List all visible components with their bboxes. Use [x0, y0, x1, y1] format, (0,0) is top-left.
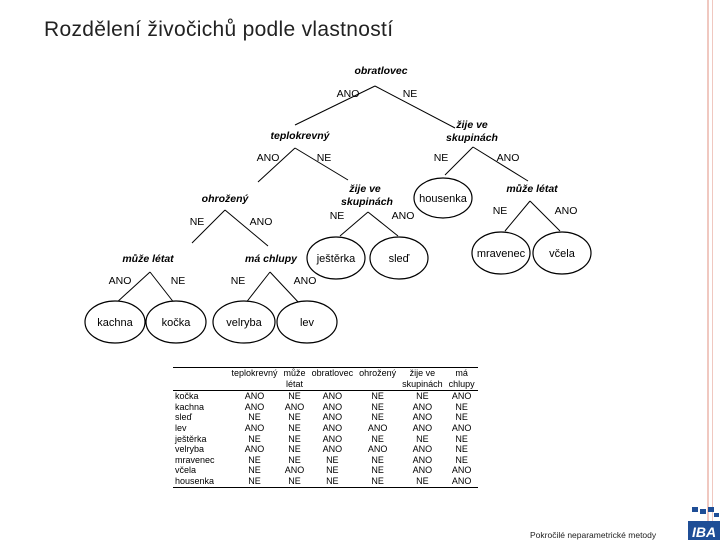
property-value-cell: NE [229, 476, 281, 487]
edge-label-ne: NE [170, 275, 186, 287]
property-value-cell: NE [371, 412, 384, 423]
property-value-cell: NE [371, 401, 384, 412]
animal-name-cell: kachna [175, 401, 205, 412]
leaf-vcela: včela [549, 248, 575, 260]
node-muze-letat-1: může létat [122, 253, 174, 265]
property-value-cell: NE [288, 422, 301, 433]
property-value-cell: NE [281, 476, 309, 487]
leaf-mravenec: mravenec [476, 248, 526, 260]
property-value-cell: NE [455, 444, 468, 455]
property-value-cell: ANO [367, 444, 388, 455]
header-line: skupinách [402, 378, 443, 389]
edge-label-ne: NE [230, 275, 246, 287]
property-value-cell: ANO [451, 391, 472, 402]
property-value-cell: ANO [322, 444, 343, 455]
property-value-cell: ANO [284, 465, 305, 476]
property-value-cell: NE [248, 433, 261, 444]
table-row [173, 412, 478, 423]
node-zije-ve-skupinach-1-line1: žije ve [456, 119, 488, 131]
header-line: může [283, 368, 306, 378]
animal-name-cell: sleď [175, 412, 193, 423]
property-value-cell: ANO [284, 401, 305, 412]
table-header-row [173, 368, 478, 391]
property-value-cell: ANO [451, 422, 472, 433]
leaf-kachna: kachna [97, 317, 133, 329]
property-value-cell: NE [455, 454, 468, 465]
animal-name-cell: včela [175, 465, 197, 476]
leaf-sled: sleď [388, 253, 410, 265]
table-header [309, 368, 357, 391]
table-row [173, 391, 478, 402]
property-value-cell: ANO [244, 422, 265, 433]
table-header [399, 368, 446, 391]
animal-name-cell: housenka [173, 476, 229, 487]
node-ohrozeny: ohrožený [201, 193, 249, 205]
edge-label-ne: NE [316, 152, 332, 164]
animal-name-cell: lev [175, 422, 187, 433]
header-line: teplokrevný [231, 368, 278, 378]
property-value-cell: NE [288, 444, 301, 455]
edge-label-ne: NE [189, 216, 205, 228]
leaf-kocka: kočka [161, 317, 191, 329]
property-value-cell: NE [288, 391, 301, 402]
property-value-cell: ANO [322, 412, 343, 423]
leaf-jesterka: ještěrka [316, 253, 356, 265]
property-value-cell: ANO [412, 422, 433, 433]
property-value-cell: NE [371, 391, 384, 402]
edge-label-ne: NE [492, 205, 508, 217]
header-line: má [455, 368, 468, 378]
header-line: obratlovec [311, 368, 354, 378]
property-value-cell: NE [416, 391, 429, 402]
property-value-cell: ANO [322, 422, 343, 433]
property-value-cell: NE [356, 476, 399, 487]
node-muze-letat-2: může létat [506, 183, 558, 195]
table-header [446, 368, 478, 391]
logo-text: IBA [691, 524, 717, 540]
edge-label-ano: ANO [293, 275, 317, 287]
property-value-cell: NE [371, 433, 384, 444]
property-value-cell: ANO [367, 422, 388, 433]
property-value-cell: ANO [412, 444, 433, 455]
property-value-cell: NE [248, 454, 261, 465]
property-value-cell: NE [248, 412, 261, 423]
table-row [173, 423, 478, 434]
table-row [173, 476, 478, 487]
property-value-cell: NE [455, 412, 468, 423]
property-value-cell: ANO [412, 465, 433, 476]
animal-name-cell: ještěrka [175, 433, 207, 444]
property-value-cell: NE [371, 454, 384, 465]
property-value-cell: ANO [412, 412, 433, 423]
property-value-cell: NE [326, 465, 339, 476]
table-row [173, 434, 478, 445]
table-header [356, 368, 399, 391]
property-value-cell: ANO [412, 401, 433, 412]
property-value-cell: NE [288, 433, 301, 444]
footer-text: Pokročilé neparametrické metody [530, 530, 657, 540]
edge-label-ano: ANO [391, 210, 415, 222]
node-obratlovec: obratlovec [354, 65, 408, 77]
property-value-cell: NE [399, 476, 446, 487]
header-line: žije ve [409, 368, 436, 378]
table-header-corner [173, 368, 229, 391]
node-zije-ve-skupinach-2-line2: skupinách [341, 196, 393, 208]
table-header [229, 368, 281, 391]
table-row [173, 455, 478, 466]
property-value-cell: ANO [451, 465, 472, 476]
property-value-cell: NE [288, 454, 301, 465]
edge-label-ano: ANO [496, 152, 520, 164]
node-zije-ve-skupinach-2-line1: žije ve [349, 183, 381, 195]
property-value-cell: ANO [244, 444, 265, 455]
table-body [173, 391, 478, 487]
table-row [173, 402, 478, 413]
properties-table [173, 367, 478, 488]
property-value-cell: ANO [412, 454, 433, 465]
node-teplokrevny: teplokrevný [270, 130, 330, 142]
leaf-housenka: housenka [419, 193, 467, 205]
property-value-cell: NE [455, 433, 468, 444]
property-value-cell: NE [371, 465, 384, 476]
edge-label-ano: ANO [554, 205, 578, 217]
edge-label-ano: ANO [256, 152, 280, 164]
property-value-cell: ANO [244, 401, 265, 412]
edge-label-ano: ANO [249, 216, 273, 228]
edge-label-ne: NE [433, 152, 449, 164]
header-line: ohrožený [359, 368, 397, 378]
property-value-cell: NE [309, 476, 357, 487]
animal-name-cell: mravenec [175, 454, 215, 465]
edge-label-ano: ANO [336, 88, 360, 100]
property-value-cell: ANO [446, 476, 478, 487]
property-value-cell: NE [248, 465, 261, 476]
table-row [173, 444, 478, 455]
header-line: létat [286, 378, 304, 389]
iba-logo-icon [688, 507, 720, 540]
edge-label-ne: NE [329, 210, 345, 222]
edge-label-ano: ANO [108, 275, 132, 287]
node-ma-chlupy: má chlupy [245, 253, 297, 265]
property-value-cell: ANO [322, 401, 343, 412]
property-value-cell: ANO [322, 391, 343, 402]
animal-name-cell: kočka [175, 391, 199, 402]
slide-title: Rozdělení živočichů podle vlastností [44, 18, 394, 41]
leaf-lev: lev [299, 317, 315, 329]
table-header [281, 368, 309, 391]
node-zije-ve-skupinach-1-line2: skupinách [446, 132, 498, 144]
header-line: chlupy [448, 378, 475, 389]
property-value-cell: NE [455, 401, 468, 412]
animal-name-cell: velryba [175, 444, 205, 455]
edge-label-ne: NE [402, 88, 418, 100]
leaf-velryba: velryba [226, 317, 262, 329]
property-value-cell: NE [416, 433, 429, 444]
property-value-cell: ANO [322, 433, 343, 444]
table-row [173, 465, 478, 476]
property-value-cell: ANO [244, 391, 265, 402]
property-value-cell: NE [288, 412, 301, 423]
property-value-cell: NE [326, 454, 339, 465]
